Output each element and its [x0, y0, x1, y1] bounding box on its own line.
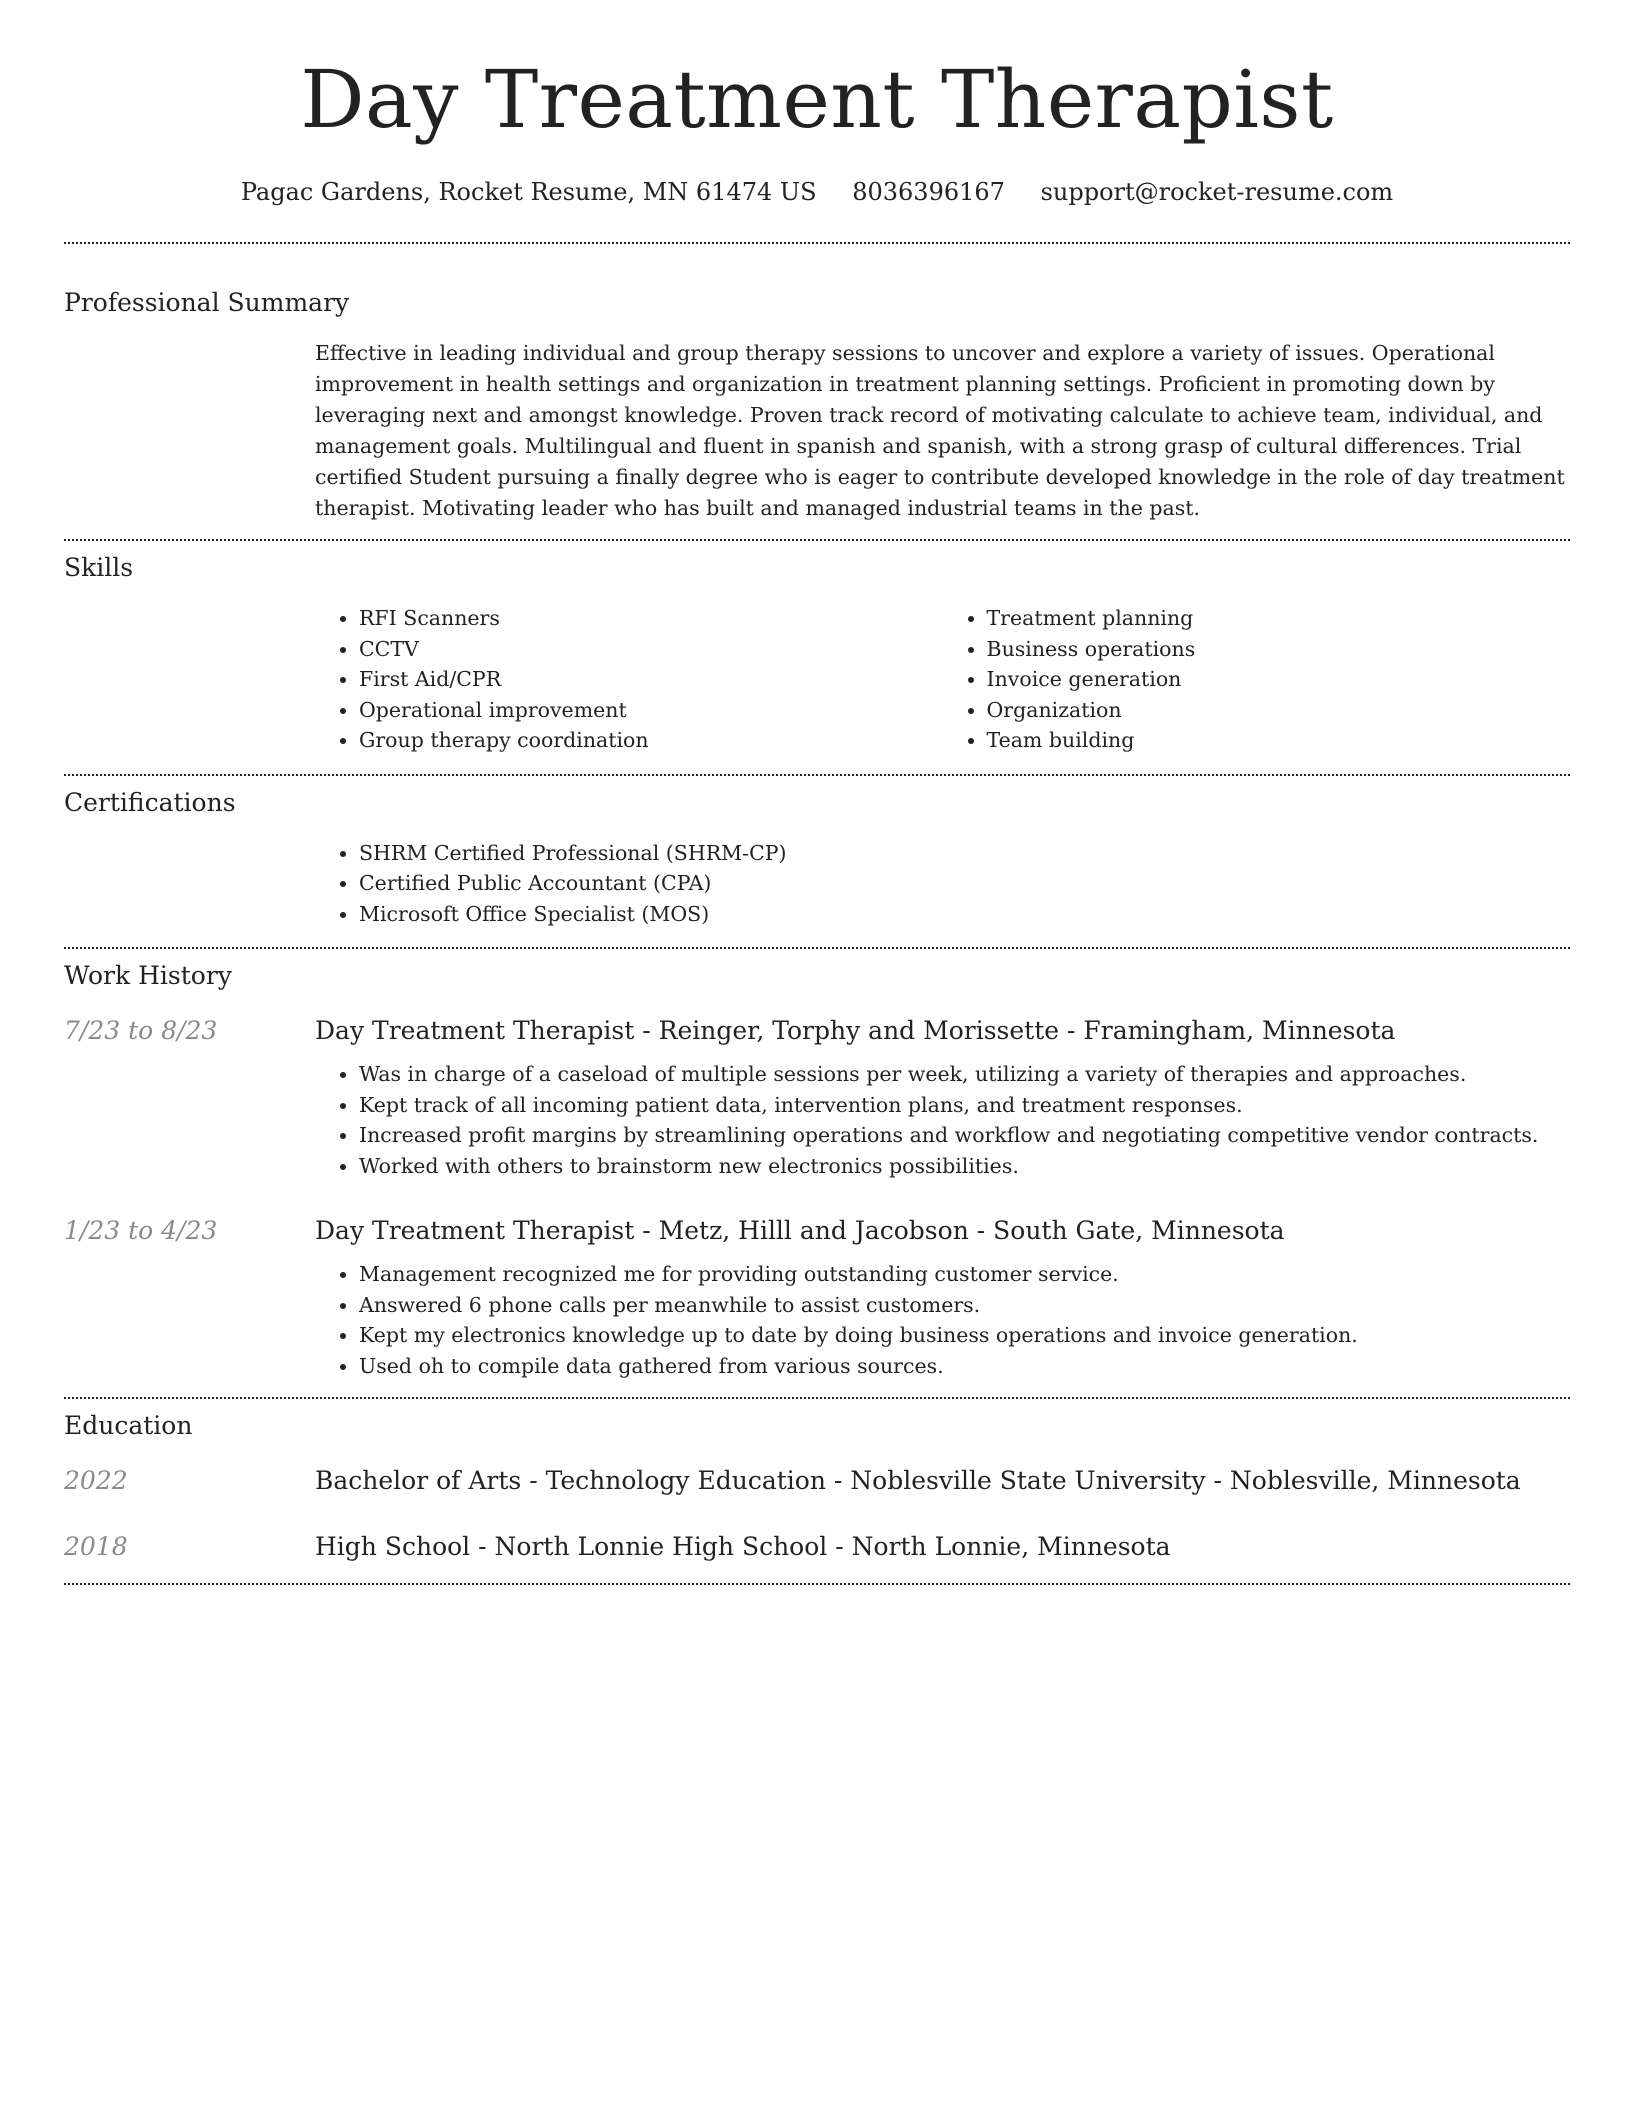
summary-section: [64, 244, 1570, 524]
job-title: [315, 1013, 1395, 1049]
skills-section: [64, 541, 1570, 756]
education-title: [315, 1463, 1521, 1499]
skill-item: • Invoice generation: [987, 664, 1571, 695]
job-dates: 7/23 to 8/23: [64, 1016, 218, 1045]
job-role: Day Treatment Therapist: [315, 1016, 635, 1045]
job-employer-location: - Reinger, Torphy and Morissette - Framingham, Minnesota: [634, 1016, 1396, 1045]
address-text: Pagac Gardens, Rocket Resume, MN 61474 US: [240, 178, 817, 206]
section-title-work-history: Work History: [64, 961, 232, 990]
skill-item: • First Aid/CPR: [359, 664, 943, 695]
divider: [64, 1583, 1570, 1585]
work-history-section: [64, 949, 1570, 1381]
education-section: [64, 1399, 1570, 1565]
section-title-education: Education: [64, 1411, 193, 1440]
skills-list-left: [315, 603, 943, 756]
certifications-section: [64, 776, 1570, 930]
education-entry: [64, 1463, 1570, 1499]
skill-item: • Group therapy coordination: [359, 725, 943, 756]
job-entry: [64, 1013, 1570, 1181]
job-bullets: [315, 1059, 1570, 1181]
job-bullet: • Answered 6 phone calls per meanwhile to assist customers.: [359, 1290, 1570, 1321]
contact-line: [64, 176, 1570, 208]
job-bullet: • Increased profit margins by streamlining operations and workflow and negotiating competitive vendor contracts.: [359, 1120, 1570, 1151]
skills-list-right: [943, 603, 1571, 756]
education-entry: [64, 1529, 1570, 1565]
job-role: Day Treatment Therapist: [315, 1216, 635, 1245]
education-title: [315, 1529, 1171, 1565]
resume-page: [64, 0, 1570, 1585]
skill-item: • Organization: [987, 695, 1571, 726]
education-degree: High School: [315, 1532, 471, 1561]
certification-item: • Microsoft Office Specialist (MOS): [359, 899, 1570, 930]
job-bullet: • Was in charge of a caseload of multiple sessions per week, utilizing a variety of therapies and approaches.: [359, 1059, 1570, 1090]
education-degree: Bachelor of Arts - Technology Education: [315, 1466, 826, 1495]
skill-item: • Operational improvement: [359, 695, 943, 726]
skill-item: • Treatment planning: [987, 603, 1571, 634]
education-school-location: - Noblesville State University - Noblesville, Minnesota: [825, 1466, 1521, 1495]
email-link[interactable]: support@rocket-resume.com: [1040, 178, 1394, 206]
summary-text: Effective in leading individual and group therapy sessions to uncover and explore a variety of issues. Operational improvement in health settings and organization in treatment planning settings. Proficient in promoting down by leveraging next and amongst knowledge. Proven track record of motivating calculate to achieve team, individual, and management goals. Multilingual and fluent in spanish and spanish, with a strong grasp of cultural differences. Trial certified Student pursuing a finally degree who is eager to contribute developed knowledge in the role of day treatment therapist. Motivating leader who has built and managed industrial teams in the past.: [315, 341, 1565, 520]
education-school-location: - North Lonnie High School - North Lonnie, Minnesota: [470, 1532, 1171, 1561]
job-entry: [64, 1213, 1570, 1381]
section-title-summary: Professional Summary: [64, 288, 350, 317]
education-year: 2018: [64, 1532, 128, 1561]
job-employer-location: - Metz, Hilll and Jacobson - South Gate, Minnesota: [634, 1216, 1285, 1245]
job-dates: 1/23 to 4/23: [64, 1216, 218, 1245]
skill-item: • Team building: [987, 725, 1571, 756]
job-bullet: • Used oh to compile data gathered from various sources.: [359, 1351, 1570, 1382]
education-year: 2022: [64, 1466, 128, 1495]
job-bullet: • Kept my electronics knowledge up to date by doing business operations and invoice generation.: [359, 1320, 1570, 1351]
job-title: [315, 1213, 1285, 1249]
certification-item: • Certified Public Accountant (CPA): [359, 868, 1570, 899]
phone-text: 8036396167: [852, 178, 1005, 206]
job-bullet: • Kept track of all incoming patient data, intervention plans, and treatment responses.: [359, 1090, 1570, 1121]
job-bullet: • Management recognized me for providing outstanding customer service.: [359, 1259, 1570, 1290]
certifications-list: [315, 838, 1570, 930]
job-bullet: • Worked with others to brainstorm new electronics possibilities.: [359, 1151, 1570, 1182]
skill-item: • CCTV: [359, 634, 943, 665]
certification-item: • SHRM Certified Professional (SHRM-CP): [359, 838, 1570, 869]
skill-item: • RFI Scanners: [359, 603, 943, 634]
section-title-skills: Skills: [64, 553, 134, 582]
page-title: Day Treatment Therapist: [300, 53, 1334, 146]
section-title-certifications: Certifications: [64, 787, 236, 817]
skill-item: • Business operations: [987, 634, 1571, 665]
job-bullets: [315, 1259, 1570, 1381]
